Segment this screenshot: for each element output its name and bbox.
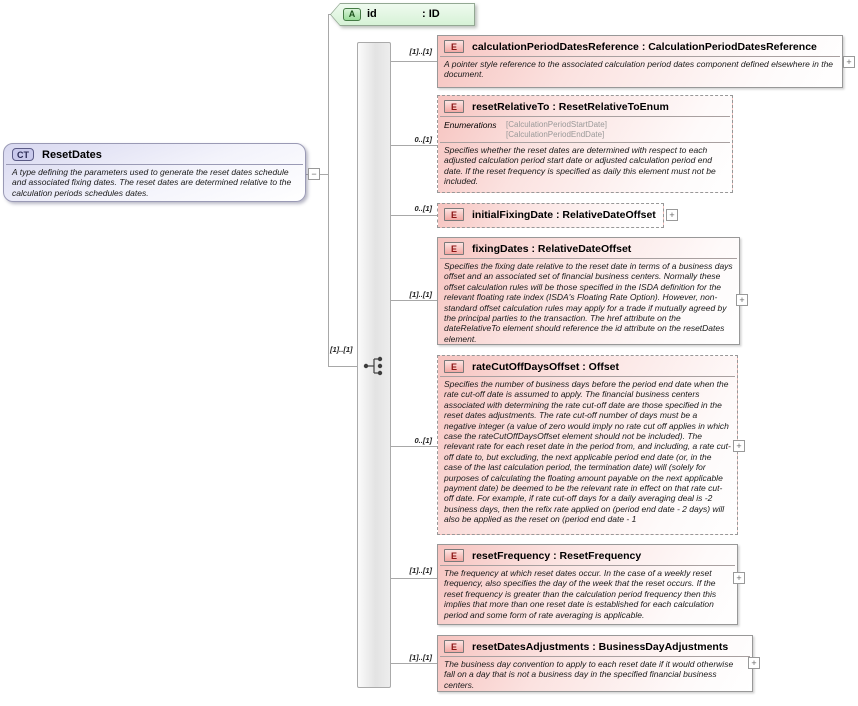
cardinality-element-3: 0..[1] [414,204,432,213]
element-icon: E [444,40,464,53]
sequence-icon[interactable] [360,354,388,383]
element-rateCutOffDaysOffset[interactable] [437,355,738,535]
complex-type-resetdates[interactable] [3,143,306,202]
element-description: Specifies the number of business days before the period end date when the rate cut-off date is assumed to apply. The financial business centers associated with determining the rate cut-off date are those specified in the reset dates adjustments. The rate cut-off number of days must be a negative integer (a value of zero would imply no rate cut off applies in which case the rateCutOffDaysOffset element should not be included). The relevant rate for each reset date in the period from, and including, a rate cut-off date to, but excluding, the next applicable period end date (or, in the case of the last calculation period, the termination date) will (solely for purposes of calculating the floating amount payable on the next applicable payment date) be deemed to be the relevant rate in effect on that rate cut-off date. For example, if rate cut-off days for a daily averaging deal is -2 business days, then the refix rate applied on (period end date - 2 days) will also be applied as the reset on (period end date - 1 [444,379,731,525]
expand-button[interactable]: + [843,56,855,68]
element-resetFrequency[interactable] [437,544,738,625]
element-resetRelativeTo[interactable] [437,95,733,193]
collapse-button[interactable]: − [308,168,320,180]
expand-button[interactable]: + [733,572,745,584]
connector-element-1 [391,61,437,62]
element-icon: E [444,242,464,255]
connector-trunk [328,14,329,366]
expand-button[interactable]: + [666,209,678,221]
connector-element-3 [391,215,437,216]
element-icon: E [444,549,464,562]
connector-element-5 [391,446,437,447]
element-description: A pointer style reference to the associated calculation period dates component defined elsewhere in the document. [444,59,834,80]
connector-element-4 [391,300,437,301]
cardinality-element-1: [1]..[1] [409,47,432,56]
enumerations-row [438,117,732,142]
attribute-icon: A [343,8,361,21]
element-title: resetRelativeTo : ResetRelativeToEnum [472,100,669,113]
element-title: rateCutOffDaysOffset : Offset [472,360,620,373]
element-calculationPeriodDatesReference[interactable] [437,35,843,88]
element-fixingDates[interactable] [437,237,740,345]
enumeration-value: [CalculationPeriodEndDate] [506,130,605,139]
enumerations-label: Enumerations [444,120,497,130]
attribute-name: id [367,8,377,20]
element-description: The business day convention to apply to each reset date if it would otherwise fall on a day that is not a business day in the specified financial business centers. [444,659,734,690]
complex-type-name: ResetDates [42,148,102,161]
element-icon: E [444,360,464,373]
element-description: Specifies the fixing date relative to the reset date in terms of a business days offset and an associated set of financial business centers. Normally these offset calculation rules will be those specified in the ISDA definition for the relevant floating rate index (ISDA's Floating Rate Option). However, non-standard offset calculation rules may apply for a trade if mutually agreed by the principal parties to the transaction. The href attribute on the dateRelativeTo element should reference the id attribute on the resetDates element. [444,261,733,344]
cardinality-element-4: [1]..[1] [409,290,432,299]
expand-button[interactable]: + [733,440,745,452]
connector-element-7 [391,663,437,664]
element-initialFixingDate[interactable] [437,203,664,228]
expand-button[interactable]: + [736,294,748,306]
cardinality-element-7: [1]..[1] [409,653,432,662]
element-icon: E [444,640,464,653]
element-title: calculationPeriodDatesReference : CalculationPeriodDatesReference [472,40,817,53]
attribute-id[interactable] [330,3,475,26]
element-title: resetFrequency : ResetFrequency [472,549,642,562]
element-icon: E [444,100,464,113]
cardinality-element-5: 0..[1] [414,436,432,445]
cardinality-element-2: 0..[1] [414,135,432,144]
element-description: The frequency at which reset dates occur. In the case of a weekly reset frequency, also specifies the day of the week that the reset occurs. If the reset frequency is greater than the calculation period frequency then this implies that more than one reset date is established for each calculation period and some form of rate averaging is applicable. [444,568,717,620]
cardinality-element-6: [1]..[1] [409,566,432,575]
connector-element-6 [391,578,437,579]
element-icon: E [444,208,464,221]
complex-type-icon: CT [12,148,34,161]
cardinality-sequence: [1]..[1] [330,345,353,354]
attribute-type: : ID [422,8,440,20]
element-resetDatesAdjustments[interactable] [437,635,753,692]
element-title: resetDatesAdjustments : BusinessDayAdjustments [472,640,729,653]
expand-button[interactable]: + [748,657,760,669]
complex-type-description: A type defining the parameters used to generate the reset dates schedule and associated fixing dates. The reset dates are determined relative to the calculation periods schedules dates. [12,167,292,198]
enumeration-values [506,120,607,140]
element-description: Specifies whether the reset dates are determined with respect to each adjusted calculation period start date or adjusted calculation period end date. If the reset frequency is specified as daily this element must not be included. [444,145,716,187]
connector-element-2 [391,145,437,146]
element-title: initialFixingDate : RelativeDateOffset [472,208,656,221]
element-title: fixingDates : RelativeDateOffset [472,242,632,255]
enumeration-value: [CalculationPeriodStartDate] [506,120,607,129]
